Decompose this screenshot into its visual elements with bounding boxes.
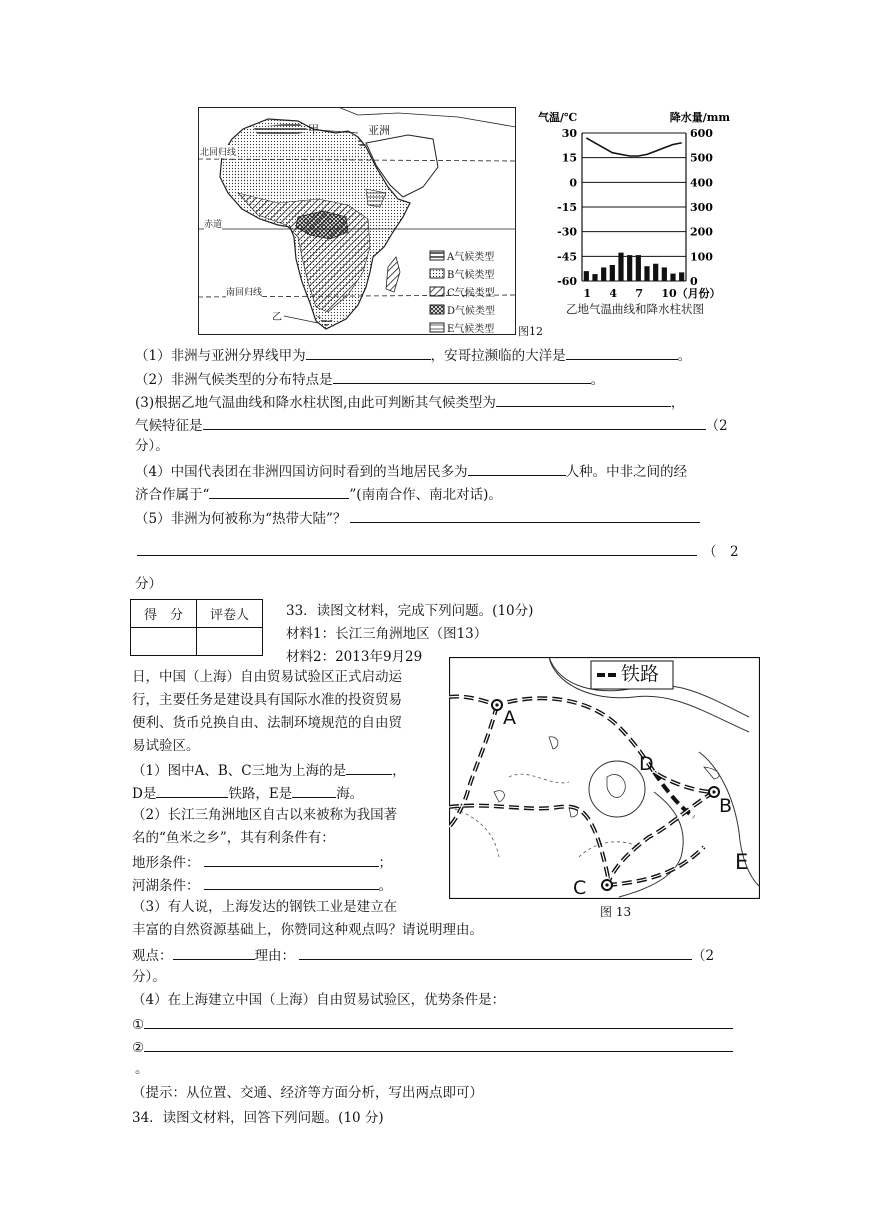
point-a: A <box>503 707 516 729</box>
point-c: C <box>573 877 587 899</box>
point-d: D <box>639 753 654 775</box>
x-tick-label: 10（月份） <box>661 287 721 300</box>
yangtze-delta-map <box>449 657 760 899</box>
right-tick-label: 600 <box>690 127 713 140</box>
precip-bar <box>662 267 667 281</box>
precip-bar <box>627 255 632 281</box>
answer-blank[interactable] <box>137 540 697 556</box>
answer-blank[interactable] <box>204 851 379 867</box>
answer-blank[interactable] <box>306 344 431 360</box>
q33-2b: 名的“鱼米之乡”，其有利条件有： <box>132 830 335 846</box>
grader-cell[interactable] <box>197 628 263 656</box>
answer-blank[interactable] <box>333 368 591 384</box>
precip-bar <box>618 253 623 281</box>
left-tick-label: -30 <box>557 225 577 239</box>
answer-blank[interactable] <box>468 460 566 476</box>
right-tick-label: 100 <box>690 250 713 264</box>
legend-d: D气候类型 <box>447 306 496 317</box>
q33-4-answer-2: ② <box>132 1036 733 1058</box>
q33-para-4: 易试验区。 <box>132 738 200 754</box>
right-tick-label: 500 <box>690 151 713 165</box>
q33-para-2: 行，主要任务是建设具有国际水准的投资贸易 <box>132 692 402 708</box>
answer-blank[interactable] <box>173 944 255 960</box>
q33-1b: D是 铁路，E是 海。 <box>132 782 363 804</box>
precip-bar <box>592 274 597 281</box>
q33-4: （4）在上海建立中国（上海）自由贸易试验区，优势条件是： <box>132 992 506 1008</box>
label-equator: 赤道 <box>204 217 222 230</box>
q33-3b: 丰富的自然资源基础上，你赞同这种观点吗？请说明理由。 <box>132 922 483 938</box>
legend-b: B气候类型 <box>447 270 495 281</box>
label-tropic-south: 南回归线 <box>226 285 262 298</box>
score-header: 得 分 <box>131 600 197 628</box>
right-tick-label: 200 <box>690 225 713 239</box>
precip-bar <box>601 267 606 281</box>
precip-bar <box>584 271 589 281</box>
q32-2: （2）非洲气候类型的分布特点是 。 <box>135 368 604 390</box>
q33-hint: （提示：从位置、交通、经济等方面分析，写出两点即可） <box>132 1085 483 1101</box>
precip-bar <box>653 264 658 281</box>
fig12-caption: 图12 <box>518 325 543 338</box>
point-b: B <box>719 795 733 817</box>
left-tick-label: -15 <box>557 201 577 214</box>
score-cell[interactable] <box>131 628 197 656</box>
fig13-legend-railway: 铁路 <box>621 663 660 685</box>
answer-blank[interactable] <box>144 1013 733 1029</box>
left-tick-label: -60 <box>557 275 577 288</box>
temperature-curve <box>586 138 681 156</box>
fig13-caption: 图 13 <box>600 905 632 919</box>
chart-right-axis-label: 降水量/mm <box>669 111 730 124</box>
q33-2c: 地形条件： ； <box>132 851 392 873</box>
precip-bar <box>644 266 649 281</box>
q33-4-answer-1: ① <box>132 1013 733 1035</box>
x-tick-label: 1 <box>583 287 591 300</box>
answer-blank[interactable] <box>566 344 678 360</box>
q33-para-3: 便利、货币兑换自由、法制环境规范的自由贸 <box>132 715 402 731</box>
q33-material-2: 材料2：2013年9月29 <box>286 649 423 665</box>
chart-left-axis-label: 气温/℃ <box>538 111 578 124</box>
label-asia: 亚洲 <box>368 124 390 137</box>
q32-5: （5）非洲为何被称为“热带大陆”？ <box>135 507 700 529</box>
point-e: E <box>735 850 749 874</box>
q33-2d: 河湖条件： 。 <box>132 874 392 896</box>
legend-a: A气候类型 <box>447 252 495 263</box>
q33-2: （2）长江三角洲地区自古以来被称为我国著 <box>132 807 398 823</box>
answer-blank[interactable] <box>144 1036 733 1052</box>
left-tick-label: 15 <box>561 151 577 165</box>
q33-1: （1）图中A、B、C三地为上海的是 ， <box>132 759 406 781</box>
left-tick-label: 0 <box>569 176 577 190</box>
precip-bar <box>670 274 675 281</box>
answer-blank[interactable] <box>496 391 671 407</box>
answer-blank[interactable] <box>209 483 349 499</box>
left-tick-label: 30 <box>561 127 577 140</box>
precip-bar <box>679 272 684 281</box>
answer-blank[interactable] <box>350 507 700 523</box>
q32-3: (3)根据乙地气温曲线和降水柱状图,由此可判断其气候类型为 ， <box>135 391 684 413</box>
score-table <box>130 599 263 656</box>
right-tick-label: 300 <box>690 201 713 214</box>
q32-3b: 气候特征是 （2 <box>135 414 728 436</box>
chart-title: 乙地气温曲线和降水柱状图 <box>566 302 704 316</box>
answer-blank[interactable] <box>203 414 706 430</box>
grader-header: 评卷人 <box>197 600 263 628</box>
africa-climate-map <box>198 107 516 335</box>
answer-blank[interactable] <box>346 759 392 775</box>
label-yi: 乙 <box>272 312 282 323</box>
q32-5c: 分） <box>135 576 162 592</box>
x-tick-label: 7 <box>635 287 643 300</box>
label-tropic-north: 北回归线 <box>200 145 236 158</box>
q32-4b: 济合作属于“ ”(南南合作、南北对话)。 <box>135 483 502 505</box>
answer-blank[interactable] <box>204 874 379 890</box>
answer-blank[interactable] <box>299 944 692 960</box>
q32-5b: （ 2 <box>137 540 739 562</box>
legend-e: E气候类型 <box>447 324 495 335</box>
q33-title: 33．读图文材料，完成下列问题。(10分) <box>286 603 534 619</box>
legend-c: C气候类型 <box>447 288 495 299</box>
q34-title: 34．读图文材料，回答下列问题。(10 分) <box>132 1110 384 1126</box>
precip-bar <box>610 265 615 281</box>
q33-3d: 分）。 <box>132 969 166 985</box>
label-jia: 甲 <box>308 123 319 136</box>
x-tick-label: 4 <box>609 287 617 300</box>
q32-1: （1）非洲与亚洲分界线甲为 ，安哥拉濒临的大洋是 。 <box>135 344 691 366</box>
q33-4-end: 。 <box>135 1061 149 1077</box>
q33-3c: 观点： 理由： （2 <box>132 944 714 966</box>
q32-4: （4）中国代表团在非洲四国访问时看到的当地居民多为 人种。中非之间的经 <box>135 460 687 482</box>
answer-blank[interactable] <box>156 782 228 798</box>
answer-blank[interactable] <box>292 782 336 798</box>
q33-para-1: 日，中国（上海）自由贸易试验区正式启动运 <box>132 669 402 685</box>
q33-material-1: 材料1：长江三角洲地区（图13） <box>286 626 488 642</box>
climate-chart <box>534 107 734 319</box>
precip-bar <box>636 255 641 281</box>
right-tick-label: 0 <box>690 275 698 288</box>
right-tick-label: 400 <box>690 176 713 190</box>
q32-3c: 分）。 <box>135 438 169 454</box>
left-tick-label: -45 <box>557 250 577 264</box>
q33-3: （3）有人说，上海发达的钢铁工业是建立在 <box>132 899 398 915</box>
